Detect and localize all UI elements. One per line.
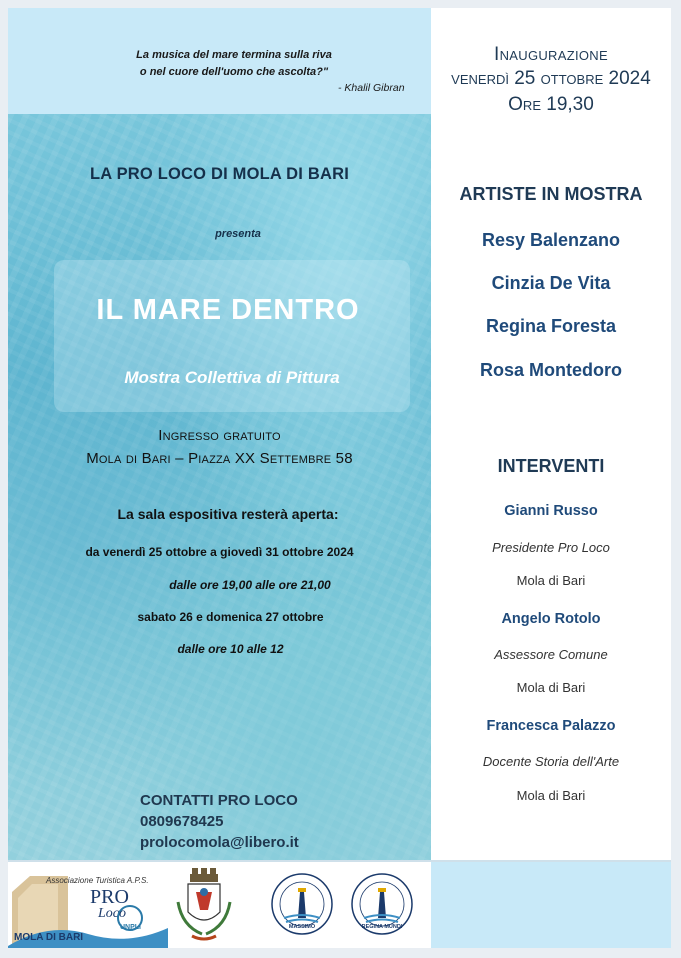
quote-box <box>8 8 431 114</box>
artist-name: Rosa Montedoro <box>480 360 622 380</box>
lighthouse-icon <box>266 862 338 948</box>
exhibition-subtitle: Mostra Collettiva di Pittura <box>124 368 340 387</box>
speeches-heading: INTERVENTI <box>497 456 605 476</box>
inauguration-label-text: Inaugurazione <box>494 44 608 65</box>
artist-name: Cinzia De Vita <box>491 273 611 293</box>
hours-line-3: sabato 26 e domenica 27 ottobre <box>137 610 324 624</box>
hours-line-4: dalle ore 10 alle 12 <box>177 642 284 656</box>
quote-line-2: o nel cuore dell'uomo che ascolta?" <box>139 66 329 78</box>
contacts-heading: CONTATTI PRO LOCO <box>140 792 298 809</box>
inauguration-date-text: venerdì 25 ottobre 2024 <box>451 68 651 89</box>
hours-line-1: da venerdì 25 ottobre a giovedì 31 ottobre 2024 <box>85 545 354 559</box>
speaker-name: Gianni Russo <box>504 503 598 519</box>
seal-massimo-label: MASSIMO <box>288 924 316 930</box>
speaker-place: Mola di Bari <box>516 680 586 695</box>
title-panel <box>54 260 410 412</box>
pro-loco-logo <box>8 862 168 948</box>
quote-text <box>94 47 374 81</box>
assoc-label: Associazione Turistica A.P.S. <box>46 876 149 885</box>
crest-icon <box>168 862 240 948</box>
speaker-place: Mola di Bari <box>516 573 586 588</box>
inauguration-label <box>431 43 671 68</box>
hours-line-2: dalle ore 19,00 alle ore 21,00 <box>169 578 331 592</box>
speaker-name: Francesca Palazzo <box>486 718 616 734</box>
municipal-crest <box>168 862 240 948</box>
artists-heading: ARTISTE IN MOSTRA <box>459 184 643 204</box>
entry-free-text: Ingresso gratuito <box>158 427 281 444</box>
presenta-label: presenta <box>215 228 261 240</box>
seal-massimo <box>266 862 338 948</box>
entry-address-text: Mola di Bari – Piazza XX Settembre 58 <box>86 450 353 467</box>
exhibition-title: IL MARE DENTRO <box>96 294 360 326</box>
quote-author: - Khalil Gibran <box>338 82 405 94</box>
speaker-role: Presidente Pro Loco <box>492 540 610 555</box>
speaker-place: Mola di Bari <box>516 788 586 803</box>
entry-address <box>8 450 431 467</box>
lighthouse-icon <box>346 862 418 948</box>
artist-name: Regina Foresta <box>485 316 617 336</box>
speaker-role: Assessore Comune <box>494 647 608 662</box>
contacts-email: prolocomola@libero.it <box>140 834 299 851</box>
hours-heading: La sala espositiva resterà aperta: <box>117 506 339 522</box>
unpli-label: UNPLI <box>120 924 141 931</box>
seal-regina-mundi <box>346 862 418 948</box>
contacts-phone: 0809678425 <box>140 813 224 830</box>
poster <box>8 8 671 948</box>
pro-label: PRO <box>90 886 129 908</box>
speaker-name: Angelo Rotolo <box>501 611 601 627</box>
seal-regina-label: REGINA MUNDI <box>361 924 403 930</box>
artist-name: Resy Balenzano <box>481 230 621 250</box>
loco-label: Loco <box>98 906 126 921</box>
quote-line-1: La musica del mare termina sulla riva <box>136 49 332 61</box>
organizer: LA PRO LOCO DI MOLA DI BARI <box>90 165 349 183</box>
contacts-block <box>140 790 299 853</box>
logo-bar <box>8 862 431 948</box>
inauguration-date <box>431 67 671 91</box>
mola-label: MOLA DI BARI <box>14 932 84 943</box>
inauguration-time-text: Ore 19,30 <box>508 94 594 115</box>
inauguration-time <box>431 93 671 117</box>
water-background <box>8 114 431 862</box>
speaker-role: Docente Storia dell'Arte <box>482 754 620 769</box>
entry-free <box>8 427 431 444</box>
footer-right-panel <box>431 862 671 948</box>
